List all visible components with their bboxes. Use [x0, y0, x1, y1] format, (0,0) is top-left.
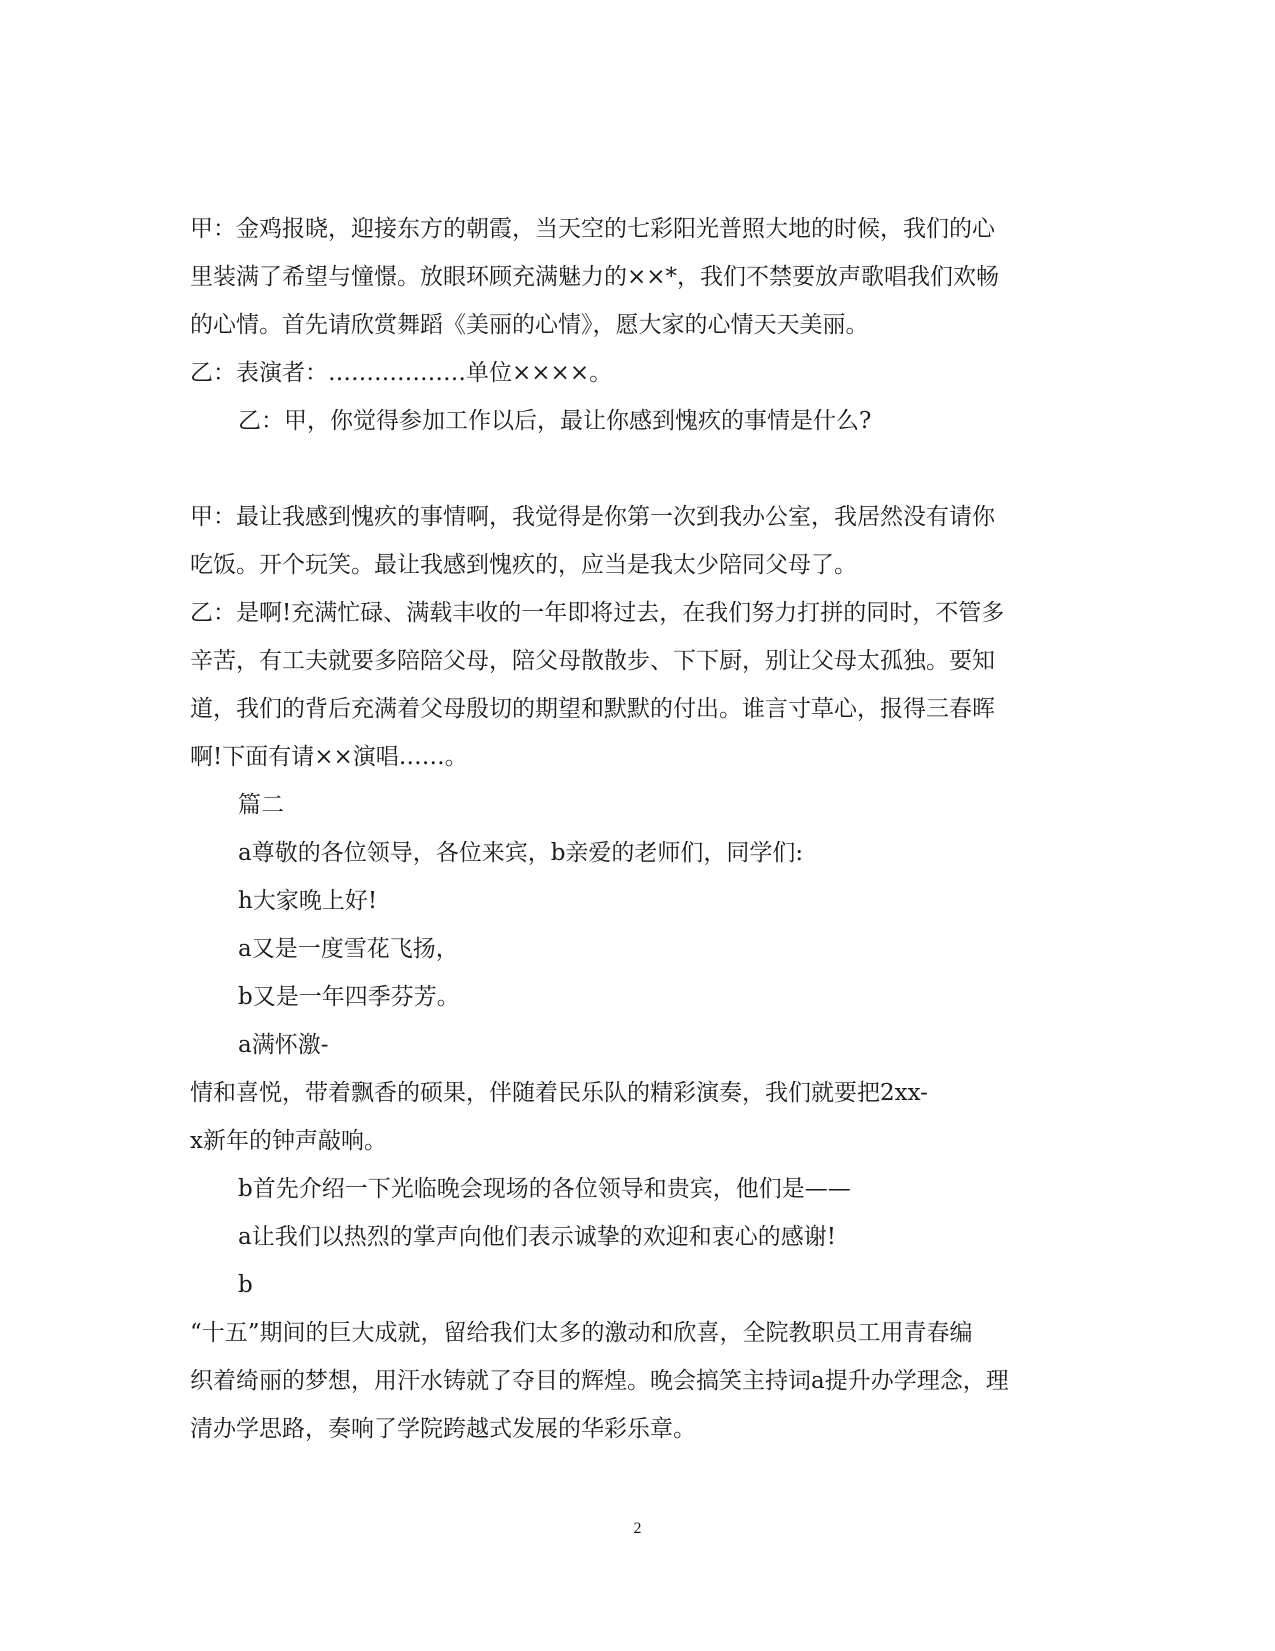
- text-line: “十五”期间的巨大成就，留给我们太多的激动和欣喜，全院教职员工用青春编: [190, 1320, 973, 1346]
- text-line: a尊敬的各位领导，各位来宾，b亲爱的老师们，同学们:: [238, 840, 804, 866]
- page-number: 2: [633, 1520, 642, 1537]
- text-line: 乙：表演者：………………单位××××。: [190, 360, 613, 386]
- text-line: b: [238, 1272, 253, 1298]
- text-line: 清办学思路，奏响了学院跨越式发展的华彩乐章。: [190, 1416, 696, 1442]
- text-line: 甲：最让我感到愧疚的事情啊，我觉得是你第一次到我办公室，我居然没有请你: [190, 504, 995, 530]
- text-line: b又是一年四季芬芳。: [238, 984, 460, 1010]
- text-line: a又是一度雪花飞扬，: [238, 936, 459, 962]
- text-line: 啊!下面有请××演唱……。: [190, 744, 468, 770]
- text-line: x新年的钟声敲响。: [190, 1128, 387, 1154]
- text-line: 的心情。首先请欣赏舞蹈《美丽的心情》，愿大家的心情天天美丽。: [190, 312, 869, 338]
- text-line: 织着绮丽的梦想，用汗水铸就了夺目的辉煌。晚会搞笑主持词a提升办学理念，理: [190, 1368, 1009, 1394]
- text-line: 吃饭。开个玩笑。最让我感到愧疚的，应当是我太少陪同父母了。: [190, 552, 857, 578]
- text-line: 甲：金鸡报晓，迎接东方的朝霞，当天空的七彩阳光普照大地的时候，我们的心: [190, 216, 995, 242]
- text-line: 乙：甲，你觉得参加工作以后，最让你感到愧疚的事情是什么?: [238, 408, 872, 434]
- text-line: 里装满了希望与憧憬。放眼环顾充满魅力的××*，我们不禁要放声歌唱我们欢畅: [190, 264, 1000, 290]
- text-line: a满怀激-: [238, 1032, 329, 1058]
- document-body: [190, 205, 1085, 1453]
- text-line: 辛苦，有工夫就要多陪陪父母，陪父母散散步、下下厨，别让父母太孤独。要知: [190, 648, 995, 674]
- text-line: 乙：是啊!充满忙碌、满载丰收的一年即将过去，在我们努力打拼的同时，不管多: [190, 600, 1005, 626]
- text-line: b首先介绍一下光临晚会现场的各位领导和贵宾，他们是——: [238, 1176, 851, 1202]
- section-heading: 篇二: [238, 792, 284, 818]
- text-line: 情和喜悦，带着飘香的硕果，伴随着民乐队的精彩演奏，我们就要把2xx-: [190, 1080, 928, 1106]
- paragraph-gap: [190, 445, 1085, 493]
- text-line: h大家晚上好!: [238, 888, 378, 914]
- text-line: 道，我们的背后充满着父母殷切的期望和默默的付出。谁言寸草心，报得三春晖: [190, 696, 995, 722]
- text-line: a让我们以热烈的掌声向他们表示诚挚的欢迎和衷心的感谢!: [238, 1224, 836, 1250]
